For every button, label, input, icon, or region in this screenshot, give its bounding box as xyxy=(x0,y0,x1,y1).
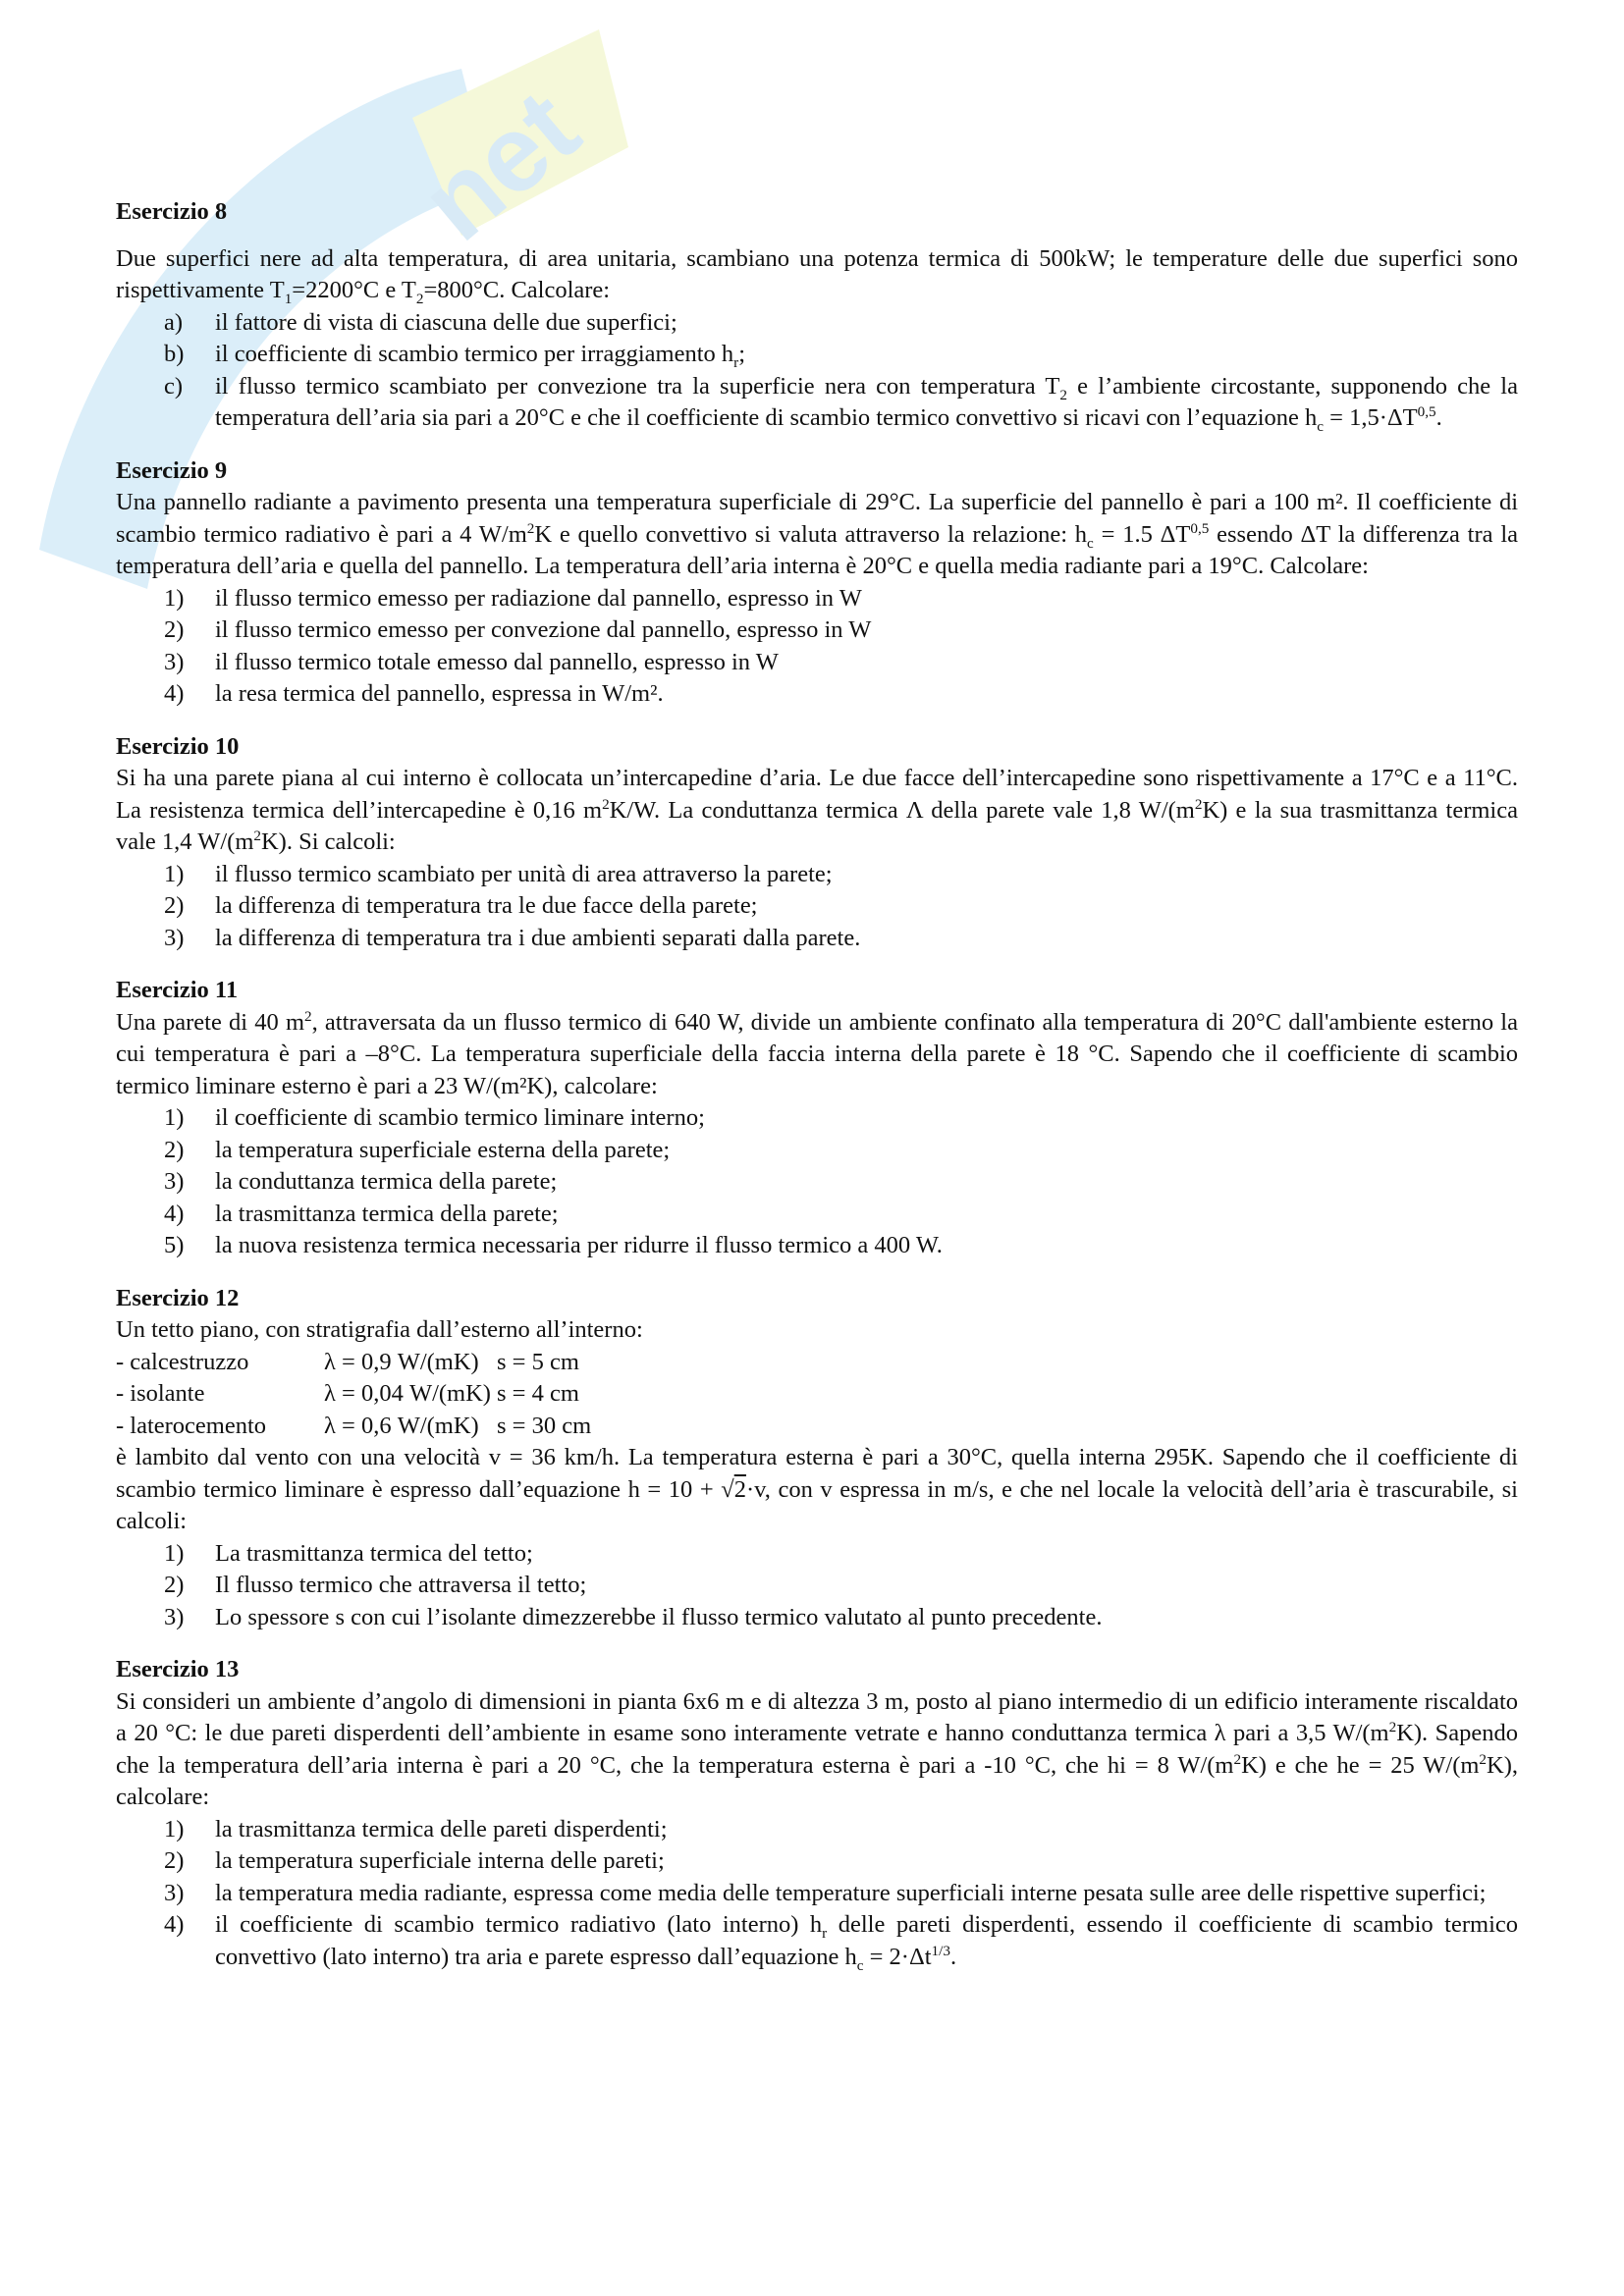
subscript: 1 xyxy=(284,290,293,307)
material-row xyxy=(116,1411,1518,1443)
list-text: il flusso termico totale emesso dal pannello, espresso in W xyxy=(215,648,779,675)
list-item xyxy=(116,1538,1518,1571)
list-marker: 2) xyxy=(164,616,185,643)
intro-text: =800°C. Calcolare: xyxy=(423,277,611,303)
exercise-title: Esercizio 12 xyxy=(116,1284,240,1311)
intro-text: Si consideri un ambiente d’angolo di dimensioni in pianta 6x6 m e di altezza 3 m, posto al piano intermedio di un edificio interamente riscaldato a 20 °C: le due pareti disperdenti dell’ambiente in esame sono interamente vetrate e hanno conduttanza termica λ pari a 3,5 W/(m xyxy=(116,1687,1518,1746)
intro-text: ·v, con v espressa in m/s, e che nel locale la velocità dell’aria è trascurabile, si calcoli: xyxy=(116,1475,1518,1534)
exercise-title: Esercizio 8 xyxy=(116,198,228,225)
subscript: c xyxy=(1317,417,1325,435)
list-item xyxy=(116,1230,1518,1262)
sqrt-radicand: 2 xyxy=(733,1475,746,1503)
intro-text: Si ha una parete piana al cui interno è collocata un’intercapedine d’aria. Le due facce dell’intercapedine sono rispettivamente a 17°C e a 11°C. La resistenza termica dell’intercapedine è 0,16 m xyxy=(116,765,1518,824)
intro-text: K), calcolare: xyxy=(116,1751,1518,1810)
list-item xyxy=(116,923,1518,955)
question-list xyxy=(116,859,1518,955)
list-marker: c) xyxy=(164,372,184,400)
material-row xyxy=(116,1347,1518,1379)
text-run: ; xyxy=(738,341,746,367)
superscript: 1/3 xyxy=(931,1942,950,1959)
list-text: Lo spessore s con cui l’isolante dimezzerebbe il flusso termico valutato al punto precedente. xyxy=(215,1603,1103,1630)
list-marker: b) xyxy=(164,341,185,367)
material-row xyxy=(116,1378,1518,1411)
exercise-lead: Un tetto piano, con stratigrafia dall’esterno all’interno: xyxy=(116,1316,643,1343)
material-thickness: s = 30 cm xyxy=(497,1412,592,1439)
material-name: - calcestruzzo xyxy=(116,1348,249,1375)
material-thickness: s = 4 cm xyxy=(497,1380,579,1407)
exercise-intro xyxy=(116,1686,1518,1814)
intro-text: K/W. La conduttanza termica Λ della parete vale 1,8 W/(m xyxy=(609,796,1195,824)
list-item xyxy=(116,1166,1518,1199)
subscript: r xyxy=(733,353,739,371)
material-name: - isolante xyxy=(116,1380,205,1407)
superscript: 2 xyxy=(526,519,535,537)
list-text xyxy=(215,371,1518,435)
intro-text: =2200°C e T xyxy=(292,277,416,303)
intro-text: = 1.5 ΔT xyxy=(1093,520,1191,548)
exercise-intro xyxy=(116,763,1518,859)
text-run: il coefficiente di scambio termico radiativo (lato interno) h xyxy=(215,1911,823,1938)
exercise-intro xyxy=(116,1007,1518,1103)
superscript: 2 xyxy=(1479,1750,1488,1768)
list-text: la trasmittanza termica delle pareti disperdenti; xyxy=(215,1815,668,1842)
text-run: e l’ambiente circostante, supponendo che la temperatura dell’aria sia pari a 20°C e che il coefficiente di scambio termico convettivo si ricavi con l’equazione h xyxy=(215,372,1518,431)
question-list xyxy=(116,1538,1518,1634)
list-marker: 1) xyxy=(164,584,185,612)
material-thickness: s = 5 cm xyxy=(497,1348,579,1375)
question-list xyxy=(116,583,1518,711)
list-item xyxy=(116,1845,1518,1878)
intro-text: Due superfici nere ad alta temperatura, di area unitaria, scambiano una potenza termica di 500kW; le temperature delle due superfici sono rispettivamente T xyxy=(116,244,1518,303)
superscript: 2 xyxy=(602,795,610,813)
superscript: 2 xyxy=(253,827,261,844)
list-text: il flusso termico emesso per radiazione dal pannello, espresso in W xyxy=(215,584,862,612)
intro-text: è lambito dal vento con una velocità v = 36 km/h. La temperatura esterna è pari a 30°C, quella interna 295K. Sapendo che il coefficiente di scambio termico liminare è espresso dall’equazione h = 10 + √ xyxy=(116,1444,1518,1503)
list-marker: 1) xyxy=(164,860,185,887)
list-marker: 3) xyxy=(164,1603,185,1630)
list-text: il flusso termico emesso per convezione dal pannello, espresso in W xyxy=(215,616,872,643)
list-text: Il flusso termico che attraversa il tetto; xyxy=(215,1572,587,1598)
list-marker: 5) xyxy=(164,1232,185,1258)
list-item xyxy=(116,1602,1518,1634)
text-run: delle pareti disperdenti, essendo il coefficiente di scambio termico convettivo (lato interno) tra aria e parete espresso dall’equazione h xyxy=(215,1911,1519,1970)
superscript: 2 xyxy=(1388,1718,1397,1735)
superscript: 2 xyxy=(1233,1750,1242,1768)
question-list xyxy=(116,1102,1518,1262)
intro-text: essendo ΔT la differenza tra la temperatura dell’aria e quella del pannello. La temperatura dell’aria interna è 20°C e quella media radiante pari a 19°C. Calcolare: xyxy=(116,520,1519,579)
material-table xyxy=(116,1347,1518,1443)
exercise-title: Esercizio 9 xyxy=(116,456,228,484)
subscript: 2 xyxy=(1059,386,1067,403)
list-item xyxy=(116,339,1518,371)
list-text: La trasmittanza termica del tetto; xyxy=(215,1539,533,1567)
superscript: 0,5 xyxy=(1417,402,1436,420)
superscript: 2 xyxy=(1194,795,1203,813)
list-text xyxy=(215,1909,1518,1973)
material-lambda: λ = 0,9 W/(mK) xyxy=(324,1348,479,1375)
exercise-11 xyxy=(116,975,1518,1262)
question-list xyxy=(116,1814,1518,1974)
list-item xyxy=(116,1909,1518,1973)
list-marker: 3) xyxy=(164,648,185,675)
list-text: la differenza di temperatura tra i due ambienti separati dalla parete. xyxy=(215,924,861,951)
list-item xyxy=(116,1814,1518,1846)
list-marker: 3) xyxy=(164,1879,185,1906)
list-marker: 4) xyxy=(164,680,185,707)
exercise-title: Esercizio 10 xyxy=(116,732,240,760)
text-run: il flusso termico scambiato per convezione tra la superficie nera con temperatura T xyxy=(215,372,1060,400)
subscript: c xyxy=(1087,534,1094,552)
exercise-intro xyxy=(116,1442,1518,1538)
document-page xyxy=(116,196,1518,1994)
list-text: la temperatura superficiale interna delle pareti; xyxy=(215,1847,665,1874)
intro-text: K). Sapendo che la temperatura dell’aria interna è pari a 20 °C, che la temperatura esterna è pari a -10 °C, che hi = 8 W/(m xyxy=(116,1720,1518,1779)
text-run: = 1,5·ΔT xyxy=(1324,404,1418,431)
list-marker: 1) xyxy=(164,1815,185,1842)
text-run: . xyxy=(1435,404,1442,431)
list-item xyxy=(116,307,1518,340)
list-marker: 4) xyxy=(164,1911,185,1938)
list-marker: 2) xyxy=(164,892,185,919)
intro-text: K) e che he = 25 W/(m xyxy=(1241,1751,1480,1779)
list-item xyxy=(116,1878,1518,1910)
exercise-intro xyxy=(116,487,1518,583)
list-marker: 3) xyxy=(164,1168,185,1195)
superscript: 0,5 xyxy=(1190,519,1210,537)
material-name: - laterocemento xyxy=(116,1412,267,1439)
subscript: r xyxy=(822,1924,828,1942)
list-text: la temperatura media radiante, espressa come media delle temperature superficiali interne pesata sulle aree delle rispettive superfici; xyxy=(215,1879,1487,1906)
material-lambda: λ = 0,6 W/(mK) xyxy=(324,1412,479,1439)
list-marker: 2) xyxy=(164,1136,185,1163)
list-marker: 2) xyxy=(164,1847,185,1874)
list-text: il fattore di vista di ciascuna delle due superfici; xyxy=(215,308,677,336)
list-text: il coefficiente di scambio termico liminare interno; xyxy=(215,1104,705,1131)
list-item xyxy=(116,1570,1518,1602)
text-run: . xyxy=(949,1943,957,1970)
intro-text: K). Si calcoli: xyxy=(260,828,396,855)
list-text: il flusso termico scambiato per unità di area attraverso la parete; xyxy=(215,860,833,887)
subscript: 2 xyxy=(415,290,424,307)
list-marker: 1) xyxy=(164,1104,185,1131)
text-run: = 2·Δt xyxy=(863,1943,932,1970)
intro-text: , attraversata da un flusso termico di 640 W, divide un ambiente confinato alla temperatura di 20°C dall'ambiente esterno la cui temperatura è pari a –8°C. La temperatura superficiale della faccia interna della parete è 18 °C. Sapendo che il coefficiente di scambio termico liminare esterno è pari a 23 W/(m²K), calcolare: xyxy=(116,1008,1518,1099)
list-item xyxy=(116,371,1518,435)
list-item xyxy=(116,614,1518,647)
list-marker: 4) xyxy=(164,1200,185,1227)
list-text: la trasmittanza termica della parete; xyxy=(215,1200,559,1227)
exercise-8 xyxy=(116,196,1518,435)
exercise-title: Esercizio 11 xyxy=(116,977,239,1003)
exercise-title: Esercizio 13 xyxy=(116,1656,240,1682)
exercise-9 xyxy=(116,455,1518,711)
list-item xyxy=(116,859,1518,891)
exercise-intro xyxy=(116,243,1518,307)
list-text: la nuova resistenza termica necessaria per ridurre il flusso termico a 400 W. xyxy=(215,1232,943,1258)
exercise-12 xyxy=(116,1283,1518,1634)
list-item xyxy=(116,1199,1518,1231)
list-item xyxy=(116,890,1518,923)
intro-text: Una pannello radiante a pavimento presenta una temperatura superficiale di 29°C. La superficie del pannello è pari a 100 m². Il coefficiente di scambio termico radiativo è pari a 4 W/m xyxy=(116,489,1518,548)
list-item xyxy=(116,1135,1518,1167)
question-list xyxy=(116,307,1518,435)
list-item xyxy=(116,1102,1518,1135)
subscript: c xyxy=(856,1956,864,1974)
text-run: il coefficiente di scambio termico per irraggiamento h xyxy=(215,341,734,367)
list-marker: 2) xyxy=(164,1572,185,1598)
list-text: la temperatura superficiale esterna della parete; xyxy=(215,1136,671,1163)
list-item xyxy=(116,647,1518,679)
intro-text: K) e la sua trasmittanza termica vale 1,4 W/(m xyxy=(116,796,1518,855)
list-text: la differenza di temperatura tra le due facce della parete; xyxy=(215,892,758,919)
exercise-13 xyxy=(116,1654,1518,1973)
intro-text: K e quello convettivo si valuta attraverso la relazione: h xyxy=(534,520,1088,548)
material-lambda: λ = 0,04 W/(mK) xyxy=(324,1380,491,1407)
list-text: la resa termica del pannello, espressa in W/m². xyxy=(215,680,664,707)
list-text xyxy=(215,339,1518,371)
list-marker: 1) xyxy=(164,1539,185,1567)
watermark-logo-text: net xyxy=(399,67,601,264)
list-item xyxy=(116,583,1518,615)
intro-text: Una parete di 40 m xyxy=(116,1008,305,1036)
list-text: la conduttanza termica della parete; xyxy=(215,1168,558,1195)
superscript: 2 xyxy=(304,1007,312,1025)
list-marker: a) xyxy=(164,308,184,336)
list-marker: 3) xyxy=(164,924,185,951)
list-item xyxy=(116,678,1518,711)
exercise-10 xyxy=(116,731,1518,955)
